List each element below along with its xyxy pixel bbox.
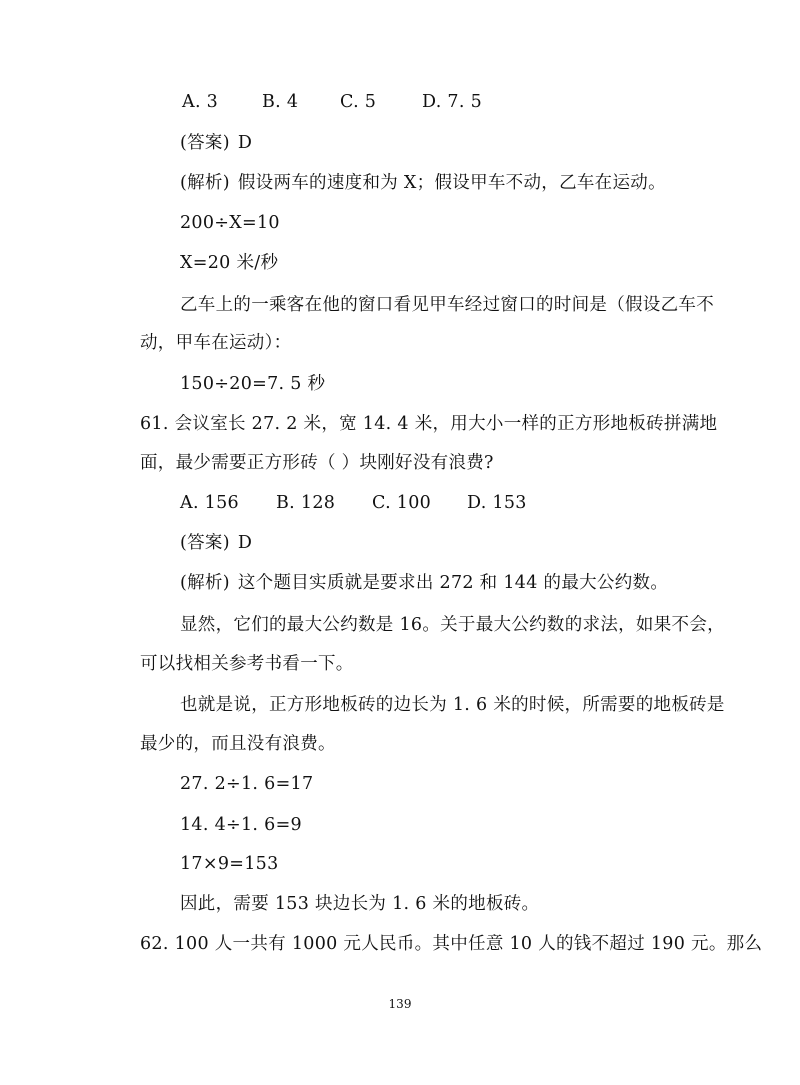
q61-option-b: B. 128	[276, 493, 336, 513]
q61-equation-3: 17×9=153	[180, 854, 279, 874]
q61-paragraph-1-line-2: 可以找相关参考书看一下。	[140, 654, 354, 674]
q62-question-line-1: 62. 100 人一共有 1000 元人民币。其中任意 10 人的钱不超过 190 元。那么	[140, 934, 763, 954]
q61-option-d: D. 153	[467, 493, 527, 513]
q60-option-c: C. 5	[340, 92, 377, 112]
q61-paragraph-2-line-2: 最少的，而且没有浪费。	[140, 734, 336, 754]
q61-analysis	[180, 571, 668, 595]
q60-equation-2: X=20 米/秒	[180, 253, 279, 273]
q60-option-d: D. 7. 5	[422, 92, 483, 112]
q61-conclusion: 因此，需要 153 块边长为 1. 6 米的地板砖。	[180, 894, 540, 914]
q61-option-a: A. 156	[180, 493, 239, 513]
q61-question-line-1: 61. 会议室长 27. 2 米，宽 14. 4 米，用大小一样的正方形地板砖拼满地	[140, 414, 718, 434]
q61-analysis-label: (解析)	[180, 573, 230, 593]
q60-analysis-label: (解析)	[180, 173, 230, 193]
q61-answer-label: (答案)	[180, 533, 230, 553]
q61-equation-1: 27. 2÷1. 6=17	[180, 774, 314, 794]
q61-answer	[180, 531, 252, 555]
q60-equation-1: 200÷X=10	[180, 213, 280, 233]
q60-paragraph-line-1: 乙车上的一乘客在他的窗口看见甲车经过窗口的时间是（假设乙车不	[180, 295, 714, 315]
q60-paragraph-line-2: 动，甲车在运动）：	[140, 333, 292, 353]
q60-answer-value: D	[237, 133, 253, 153]
q61-option-c: C. 100	[372, 493, 432, 513]
q60-options	[182, 90, 702, 114]
q60-equation-3: 150÷20=7. 5 秒	[180, 374, 326, 394]
q60-option-a: A. 3	[182, 92, 219, 112]
q61-options	[180, 491, 700, 515]
q60-option-b: B. 4	[262, 92, 299, 112]
page-number: 139	[388, 997, 412, 1011]
q60-analysis-text: 假设两车的速度和为 X；假设甲车不动，乙车在运动。	[237, 173, 666, 193]
q61-equation-2: 14. 4÷1. 6=9	[180, 815, 302, 835]
q60-answer	[180, 131, 252, 155]
q60-answer-label: (答案)	[180, 133, 230, 153]
q60-analysis	[180, 171, 666, 195]
q61-paragraph-2-line-1: 也就是说，正方形地板砖的边长为 1. 6 米的时候，所需要的地板砖是	[180, 695, 725, 715]
q61-question-line-2: 面，最少需要正方形砖（ ）块刚好没有浪费?	[140, 453, 494, 473]
q61-answer-value: D	[237, 533, 253, 553]
q61-analysis-text: 这个题目实质就是要求出 272 和 144 的最大公约数。	[237, 573, 669, 593]
q61-paragraph-1-line-1: 显然，它们的最大公约数是 16。关于最大公约数的求法，如果不会，	[180, 615, 725, 635]
